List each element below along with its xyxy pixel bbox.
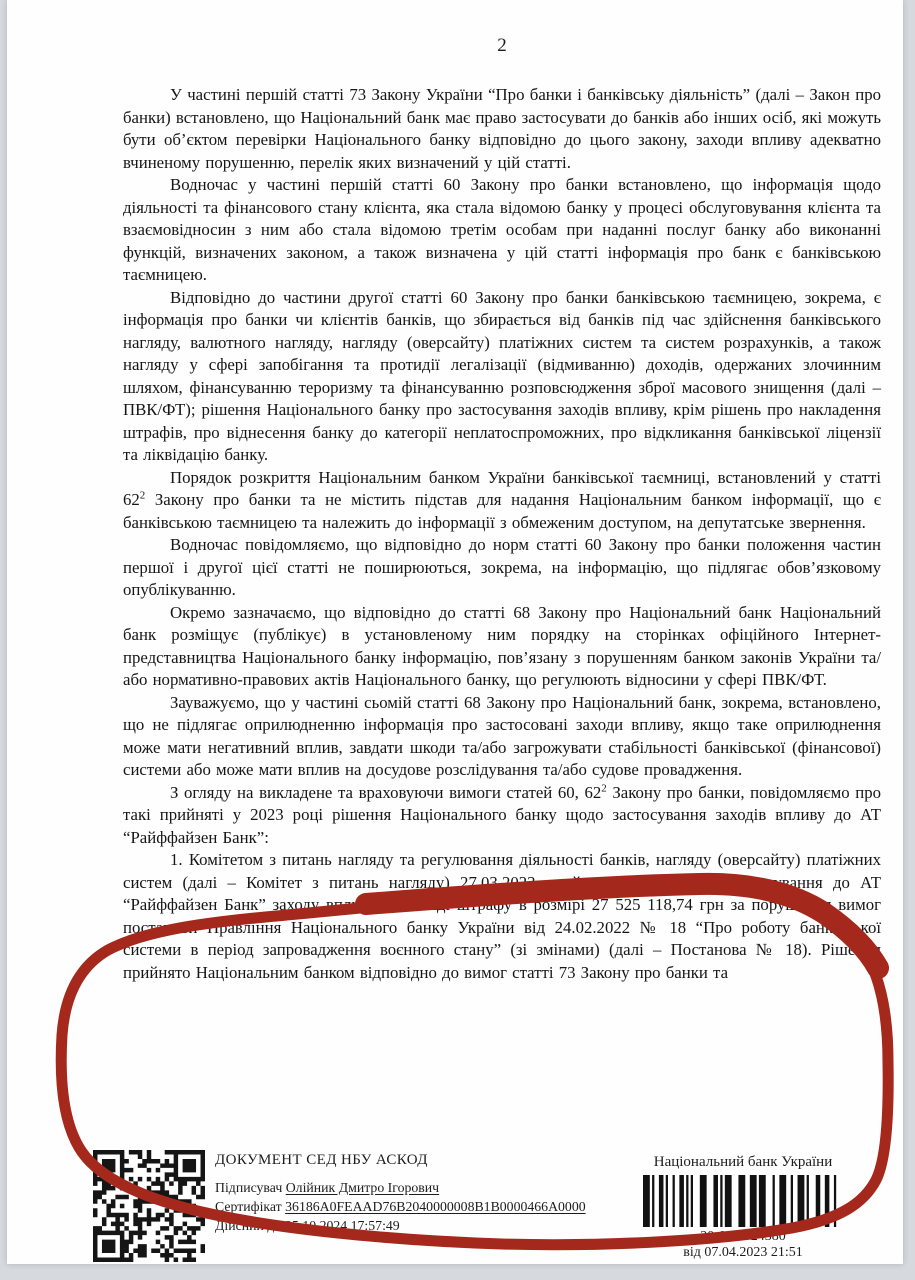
organization-name: Національний банк України <box>653 1154 833 1170</box>
qr-code <box>93 1150 205 1262</box>
paragraph-4-text: Порядок розкриття Національним банком України банківської таємниці, встановлений у статті 62 <box>123 467 881 509</box>
document-date: від 07.04.2023 21:51 <box>683 1245 803 1260</box>
paragraph-6: Окремо зазначаємо, що відповідно до статті 68 Закону про Національний банк Національний банк розміщує (публікує) в установленому ним порядку на сторінках офіційного Інтернет-представництва Національного банку інформацію, пов’язану з порушенням банком законів України та/або нормативно-правових актів Національного банку, що регулюють відносини у сфері ПВК/ФТ. <box>123 602 881 689</box>
validity-row: Дійсний до:25.10.2024 17:57:49 <box>215 1218 400 1233</box>
signer-row: Підписувач Олійник Дмитро Ігорович <box>215 1180 440 1195</box>
paragraph-4 <box>123 467 881 535</box>
document-number: 20-0006/24380 <box>700 1229 786 1244</box>
paragraph-9-fine-decision: 1. Комітетом з питань нагляду та регулювання діяльності банків, нагляду (оверсайту) платіжних систем (далі – Комітет з питань нагляду) 27.03.2023 прийнято рішення про застосування до АТ “Райффайзен Банк” заходу впливу у вигляді штрафу в розмірі 27 525 118,74 грн за порушення вимог постанови Правління Національного банку України від 24.02.2022 № 18 “Про роботу банківської системи в період запровадження воєнного стану” (зі змінами) (далі – Постанова № 18). Рішення прийнято Національним банком відповідно до вимог статті 73 Закону про банки та <box>123 850 881 982</box>
barcode <box>643 1175 843 1227</box>
paragraph-3: Відповідно до частини другої статті 60 Закону про банки банківською таємницею, зокрема, є інформація про банки чи клієнтів банків, що збирається від банків під час здійснення банківського нагляду, валютного нагляду, нагляду (оверсайту) платіжних систем та систем розрахунків, а також нагляду у сфері запобігання та протидії легалізації (відмиванню) доходів, одержаних злочинним шляхом, фінансуванню тероризму та фінансуванню розповсюдження зброї масового знищення (далі – ПВК/ФТ); рішення Національного банку про застосування заходів впливу, крім рішень про накладення штрафів, про віднесення банку до категорії неплатоспроможних, про відкликання банківської ліцензії та ліквідацію банку. <box>123 287 881 464</box>
paragraph-5: Водночас повідомляємо, що відповідно до норм статті 60 Закону про банки положення частин першої і другої цієї статті не поширюються, зокрема, на інформацію, що підлягає обов’язковому опублікуванню. <box>123 535 881 599</box>
certificate-number: 36186A0FEAAD76B2040000008B1B0000466A0000 <box>285 1199 586 1214</box>
page-number: 2 <box>497 35 507 56</box>
paragraph-7: Зауважуємо, що у частині сьомій статті 68 Закону про Національний банк, зокрема, встановлено, що не підлягає оприлюдненню інформація про застосовані заходи впливу, якщо таке оприлюднення може мати негативний вплив, завдати шкоди та/або загрожувати стабільності банківської (фінансової) системи або може мати вплив на досудове розслідування та/або судове провадження. <box>123 692 881 779</box>
signature-block <box>215 1152 615 1235</box>
sed-system-label: ДОКУМЕНТ СЕД НБУ АСКОД <box>215 1152 428 1168</box>
paragraph-8-text-continued: Закону про банки, повідомляємо про такі прийняті у 2023 році рішення Національного банку щодо застосування заходів впливу до АТ “Райффайзен Банк”: <box>123 782 881 847</box>
paragraph-2: Водночас у частині першій статті 60 Закону про банки встановлено, що інформація щодо діяльності та фінансового стану клієнта, яка стала відомою банку у процесі обслуговування клієнта та взаємовідносин з ним або стала відомою третім особам при наданні послуг банку або виконанні функцій, визначених законом, а також визначена у цій статті інформація про банк є банківською таємницею. <box>123 175 881 284</box>
certificate-row: Сертифікат 36186A0FEAAD76B2040000008B1B0000466A0000 <box>215 1199 586 1214</box>
article-62-superscript-2: 2 <box>601 781 607 794</box>
paragraph-1: У частині першій статті 73 Закону України “Про банки і банківську діяльність” (далі – Закон про банки) встановлено, що Національний банк має право застосувати до банків або інших осіб, які можуть бути об’єктом перевірки Національного банку відповідно до цього закону, заходи впливу адекватно вчиненому порушенню, перелік яких визначений у цій статті. <box>123 85 881 172</box>
document-page <box>7 0 903 1264</box>
signer-name: Олійник Дмитро Ігорович <box>285 1180 440 1195</box>
registration-stamp <box>619 1154 867 1261</box>
document-body <box>7 0 903 984</box>
paragraph-8 <box>123 782 881 850</box>
paragraph-8-text: З огляду на викладене та враховуючи вимоги статей 60, 62 <box>170 782 602 802</box>
article-62-superscript: 2 <box>139 489 146 502</box>
paragraph-4-text-continued: Закону про банки та не містить підстав для надання Національним банком інформації, що є банківською таємницею та належить до інформації з обмеженим доступом, на депутатське звернення. <box>123 490 881 532</box>
